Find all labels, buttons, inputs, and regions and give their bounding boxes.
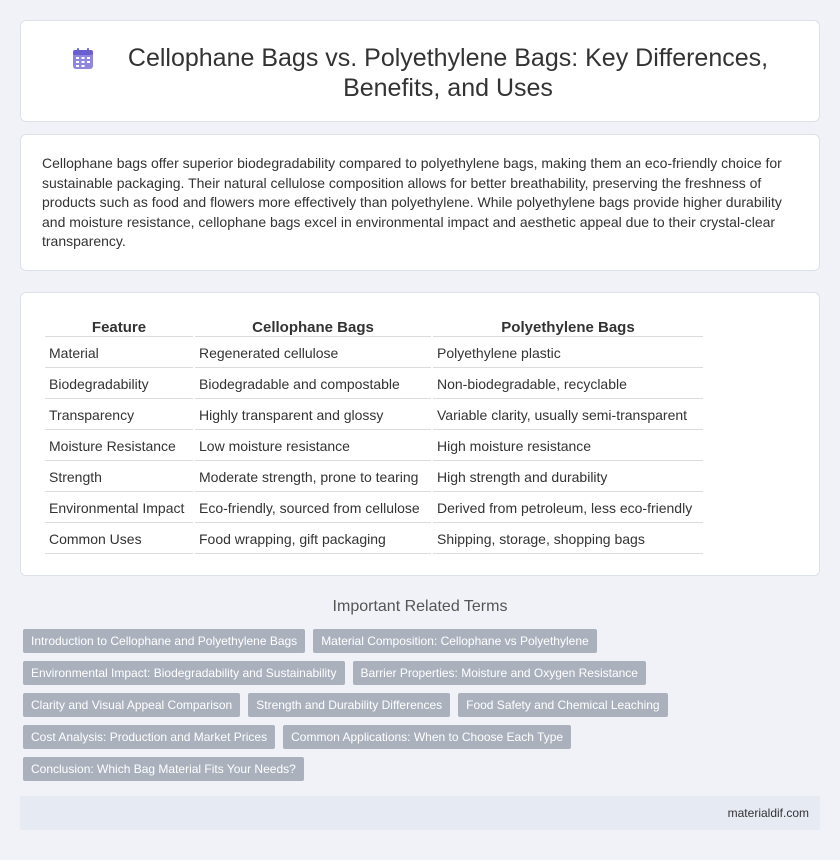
- header-cellophane: Cellophane Bags: [195, 316, 431, 337]
- table-cell: Moderate strength, prone to tearing: [195, 463, 431, 492]
- related-terms-heading: Important Related Terms: [332, 598, 508, 615]
- table-cell: Biodegradability: [45, 370, 193, 399]
- table-cell: Derived from petroleum, less eco-friendly: [433, 494, 703, 523]
- related-terms-list: [23, 629, 723, 781]
- table-row: [45, 525, 703, 554]
- table-cell: Environmental Impact: [45, 494, 193, 523]
- related-term-tag[interactable]: Material Composition: Cellophane vs Polyethylene: [313, 629, 596, 653]
- table-cell: Transparency: [45, 401, 193, 430]
- table-cell: Eco-friendly, sourced from cellulose: [195, 494, 431, 523]
- footer: [20, 796, 820, 830]
- related-term-tag[interactable]: Strength and Durability Differences: [248, 693, 450, 717]
- comparison-table: [43, 314, 705, 556]
- summary-text: Cellophane bags offer superior biodegradability compared to polyethylene bags, making them an eco-friendly choice for sustainable packaging. Their natural cellulose composition allows for better breathability, preserving the freshness of products such as food and flowers more effectively than polyethylene. While polyethylene bags provide higher durability and moisture resistance, cellophane bags excel in environmental impact and aesthetic appeal due to their crystal-clear transparency.: [42, 155, 782, 250]
- table-row: [45, 463, 703, 492]
- related-term-tag[interactable]: Introduction to Cellophane and Polyethylene Bags: [23, 629, 305, 653]
- header-polyethylene: Polyethylene Bags: [433, 316, 703, 337]
- table-cell: Biodegradable and compostable: [195, 370, 431, 399]
- table-cell: High strength and durability: [433, 463, 703, 492]
- table-row: [45, 432, 703, 461]
- related-term-tag[interactable]: Conclusion: Which Bag Material Fits Your Needs?: [23, 757, 304, 781]
- table-row: [45, 370, 703, 399]
- page-title: Cellophane Bags vs. Polyethylene Bags: Key Differences, Benefits, and Uses: [127, 44, 769, 102]
- table-cell: Strength: [45, 463, 193, 492]
- table-cell: Low moisture resistance: [195, 432, 431, 461]
- table-cell: High moisture resistance: [433, 432, 703, 461]
- related-term-tag[interactable]: Cost Analysis: Production and Market Prices: [23, 725, 275, 749]
- table-cell: Material: [45, 339, 193, 368]
- table-row: [45, 401, 703, 430]
- header-feature: Feature: [45, 316, 193, 337]
- summary-card: [20, 134, 820, 271]
- related-term-tag[interactable]: Environmental Impact: Biodegradability and Sustainability: [23, 661, 345, 685]
- related-term-tag[interactable]: Common Applications: When to Choose Each Type: [283, 725, 571, 749]
- table-cell: Highly transparent and glossy: [195, 401, 431, 430]
- table-cell: Variable clarity, usually semi-transparent: [433, 401, 703, 430]
- table-cell: Non-biodegradable, recyclable: [433, 370, 703, 399]
- related-term-tag[interactable]: Barrier Properties: Moisture and Oxygen Resistance: [353, 661, 646, 685]
- table-cell: Moisture Resistance: [45, 432, 193, 461]
- table-row: [45, 494, 703, 523]
- table-row: [45, 339, 703, 368]
- table-cell: Food wrapping, gift packaging: [195, 525, 431, 554]
- footer-site-link[interactable]: materialdif.com: [727, 806, 809, 820]
- related-term-tag[interactable]: Clarity and Visual Appeal Comparison: [23, 693, 240, 717]
- title-card: [20, 20, 820, 122]
- table-cell: Polyethylene plastic: [433, 339, 703, 368]
- table-cell: Common Uses: [45, 525, 193, 554]
- table-cell: Regenerated cellulose: [195, 339, 431, 368]
- comparison-table-card: [20, 292, 820, 576]
- related-term-tag[interactable]: Food Safety and Chemical Leaching: [458, 693, 667, 717]
- table-header-row: [45, 316, 703, 337]
- table-cell: Shipping, storage, shopping bags: [433, 525, 703, 554]
